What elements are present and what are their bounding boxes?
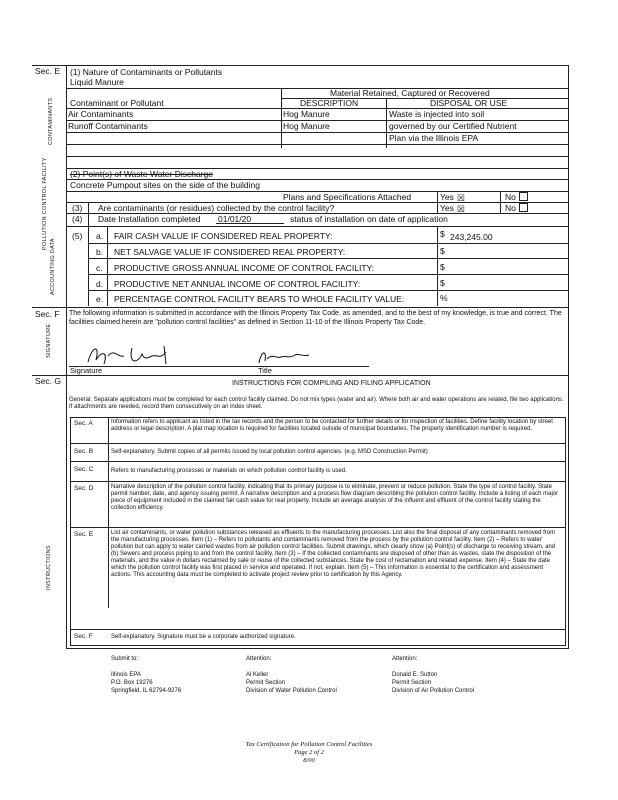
- side-label-contaminants: CONTAMINANTS: [48, 97, 54, 145]
- item4-text-b: status of installation on date of application: [290, 214, 448, 224]
- instr-sec-b: Sec. B: [74, 448, 94, 455]
- title-scribble: [255, 345, 315, 367]
- item5-sym-c: $: [440, 262, 445, 272]
- row-rule-4: [66, 156, 569, 157]
- item5-sym-b: $: [440, 246, 445, 256]
- side-label-accounting: ACCOUNTING DATA: [50, 238, 56, 295]
- item5-rule-c: [88, 274, 569, 275]
- item4-date-line: [216, 223, 284, 224]
- table-row[interactable]: Air Contaminants: [68, 109, 134, 119]
- attention-label-1: Attention:: [246, 656, 272, 662]
- instr-sec-a: Sec. A: [74, 420, 93, 427]
- material-header: Material Retained, Captured or Recovered: [330, 88, 490, 98]
- instr-text-c: Refers to manufacturing processes or materials on which pollution control facility is used.: [111, 468, 347, 474]
- checkbox-checked-icon: ☒: [456, 193, 465, 203]
- instr-rule-a: [70, 443, 566, 444]
- instr-sec-d: Sec. D: [74, 485, 94, 492]
- item5-text-d: PRODUCTIVE NET ANNUAL INCOME OF CONTROL FACILITY:: [114, 279, 361, 289]
- item3-text: Are contaminants (or residues) collected by the control facility?: [98, 203, 335, 213]
- material-left-rule: [281, 88, 282, 98]
- instr-rule-c: [70, 481, 566, 482]
- item2-value[interactable]: Concrete Pumpout sites on the side of the building: [70, 180, 260, 190]
- item5-sym-a: $: [440, 229, 445, 239]
- table-row[interactable]: Hog Manure: [283, 121, 330, 131]
- addr2-line2: Permit Section: [246, 680, 286, 686]
- table-row[interactable]: Runoff Contaminants: [68, 121, 148, 131]
- side-label-instructions: INSTRUCTIONS: [46, 545, 52, 590]
- item5-text-a: FAIR CASH VALUE IF CONSIDERED REAL PROPERTY:: [114, 231, 333, 241]
- sec-f-divider: [32, 307, 569, 308]
- col-disposal-header: DISPOSAL OR USE: [430, 98, 508, 108]
- addr3-line1: Donald E. Sutton: [392, 672, 438, 678]
- checkbox-checked-icon: ☒: [456, 204, 465, 214]
- col-description-header: DESCRIPTION: [300, 98, 359, 108]
- item1-title: (1) Nature of Contaminants or Pollutants: [70, 67, 223, 77]
- item5-text-b: NET SALVAGE VALUE IF CONSIDERED REAL PROPERTY:: [114, 247, 346, 257]
- instr-rule-b: [70, 461, 566, 462]
- signature-line: [69, 366, 369, 367]
- item5-sym-e: %: [440, 293, 448, 303]
- item4-text-a: Date Installation completed: [98, 214, 201, 224]
- plans-yes-label: Yes: [440, 192, 454, 202]
- title-label: Title: [258, 366, 272, 375]
- sec-f-label: Sec. F: [35, 309, 60, 319]
- addr2-line1: Al Keller: [246, 672, 269, 678]
- plans-label: Plans and Specifications Attached: [283, 192, 412, 202]
- footer-line1: Tax Certification for Pollution Control Facilities: [245, 741, 373, 748]
- instructions-heading: INSTRUCTIONS FOR COMPILING AND FILING APPLICATION: [232, 380, 431, 387]
- instr-rule-e: [70, 629, 566, 630]
- certification-text: The following information is submitted in accordance with the Illinois Property Tax Code, as amended, and to the best of my knowledge, is true and correct. The facilities claimed herein are "pollution control facilities" as defined in Section 11-10 of the Illinois Property Tax Code.: [69, 310, 562, 326]
- footer-line2: Page 2 of 2: [294, 749, 324, 756]
- item5-rule-a: [88, 243, 569, 244]
- table-row[interactable]: Hog Manure: [283, 109, 330, 119]
- item4-rule: [66, 226, 569, 227]
- item5-text-e: PERCENTAGE CONTROL FACILITY BEARS TO WHOLE FACILITY VALUE:: [114, 294, 405, 304]
- addr2-line3: Division of Water Pollution Control: [246, 688, 337, 694]
- item3-yes-checkbox[interactable]: [440, 203, 464, 213]
- instr-rule-f: [70, 645, 566, 646]
- checkbox-empty-icon: [519, 192, 528, 201]
- section-column-divider: [66, 65, 67, 649]
- instr-text-d: Narrative description of the pollution control facility, indicating that its primary purpose is to eliminate, prevent or reduce pollution. State the type of control facility. State permit number, date, and agency issuing permit. A narrative description and a process flow diagram describing the pollution control facility. Include a listing of each major piece of equipment included in the claimed fair cash value for real property. Include an average analysis of the influent and effluent of the control facility stating the collection efficiency.: [111, 484, 559, 511]
- item3-no-checkbox[interactable]: [505, 203, 528, 213]
- item2-title: (2) Point(s) of Waste Water Discharge: [70, 169, 213, 179]
- addr3-line2: Permit Section: [392, 680, 432, 686]
- checkbox-empty-icon: [519, 203, 528, 212]
- item3-no-label: No: [505, 203, 516, 213]
- row-rule-2: [66, 132, 569, 133]
- instr-sec-f: Sec. F: [74, 633, 93, 640]
- item5-sym-d: $: [440, 278, 445, 288]
- col-divider-1: [281, 98, 282, 148]
- instr-col-divider: [108, 417, 109, 608]
- addr1-line3: Springfield, IL 62794-9276: [111, 688, 182, 694]
- item5-letter-a: a.: [96, 231, 104, 241]
- table-row[interactable]: Waste is injected into soil: [389, 109, 485, 119]
- instructions-general: General: Separate applications must be completed for each control facility claimed. Do not mix types (water and air). Where both air and water operations are related, file two applications. If attachments are needed, record them consecutively on an index sheet.: [69, 397, 564, 410]
- col-contaminant-header: Contaminant or Pollutant: [70, 98, 164, 108]
- instr-text-e: List air contaminants, or water pollution substances released as effluents to the manufacturing processes. List also the final disposal of any contaminants removed from the manufacturing processes. Item (1) – Refers to pollutants and contaminants removed from the process by the pollution control facility. Item (2) – Refers to water pollution but can apply to water carried wastes from air pollution control facilities. Submit drawings, which clearly show (a) Point(s) of discharge to receiving stream, and (b) Sewers and process piping to and from the control facility. Item (3) – If the collected contaminants are disposed of other than as wastes, state the disposition of the materials, and the value in dollars reclaimed by sale or reuse of the collected substances. State the cost of reclamation and related expense. Item (4) – State the date which the pollution control facility was first placed in service and operated. If not, explain. Item (5) – This information is essential to the certification and assessment actions. This accounting data must be completed to activate project review prior to certification by this Agency.: [111, 530, 556, 578]
- addr1-line1: Illinois EPA: [111, 672, 141, 678]
- addr1-line2: P.O. Box 19276: [111, 680, 153, 686]
- item5-num: (5): [72, 231, 83, 241]
- instr-rule-d: [70, 527, 566, 528]
- sec-g-label: Sec. G: [35, 376, 61, 386]
- item5-rule-b: [88, 258, 569, 259]
- item5-text-c: PRODUCTIVE GROSS ANNUAL INCOME OF CONTROL FACILITY:: [114, 263, 375, 273]
- item3-num: (3): [72, 203, 83, 213]
- attention-label-2: Attention:: [392, 656, 418, 662]
- item1-rule: [66, 88, 569, 89]
- plans-no-checkbox[interactable]: [505, 192, 528, 202]
- sec-e-label: Sec. E: [35, 66, 61, 76]
- item4-num: (4): [72, 214, 83, 224]
- submit-to-label: Submit to:: [111, 656, 139, 662]
- side-label-pollution: POLLUTION CONTROL FACILITY: [42, 157, 48, 250]
- item1-value[interactable]: Liquid Manure: [70, 77, 124, 87]
- item5-value-col: [437, 226, 438, 306]
- table-row[interactable]: Plan via the Illinois EPA: [389, 133, 479, 143]
- addr3-line3: Division of Air Pollution Control: [392, 688, 475, 694]
- instr-text-a: Information refers to applicant as listed in the tax records and the person to be contacted for further details or for inspection of facilities. Define facility location by street address or legal description. A plat map location is required for facilities located outside of municipal boundaries. The property identification number is required.: [111, 419, 553, 432]
- footer-line3: 8/00: [303, 757, 315, 764]
- plans-yes-checkbox[interactable]: [440, 192, 464, 202]
- row-rule-3: [66, 144, 569, 145]
- item5-letter-col: [107, 226, 108, 306]
- item5-letter-c: c.: [96, 263, 103, 273]
- instr-text-b: Self-explanatory. Submit copies of all permits issued by local pollution control agencies. (e.g. MSD Construction Permit): [111, 449, 428, 455]
- sec-e-divider: [32, 65, 66, 66]
- item3-yes-label: Yes: [440, 203, 454, 213]
- signature-label: Signature: [70, 366, 103, 375]
- side-label-signature: SIGNATURE: [46, 323, 52, 358]
- item5-rule-d: [88, 290, 569, 291]
- instr-text-f: Self-explanatory. Signature must be a corporate authorized signature.: [111, 634, 296, 640]
- table-row[interactable]: governed by our Certified Nutrient: [389, 121, 517, 131]
- item5-letter-e: e.: [96, 294, 104, 304]
- sec-g-divider: [32, 375, 569, 376]
- item5-letter-b: b.: [96, 247, 104, 257]
- col-divider-2: [386, 98, 387, 148]
- item5-letter-d: d.: [96, 279, 104, 289]
- instr-sec-e: Sec. E: [74, 531, 94, 538]
- plans-no-label: No: [505, 192, 516, 202]
- fair-cash-value[interactable]: 243,245.00: [450, 232, 493, 242]
- instr-sec-c: Sec. C: [74, 466, 94, 473]
- item4-date[interactable]: 01/01/20: [218, 214, 252, 224]
